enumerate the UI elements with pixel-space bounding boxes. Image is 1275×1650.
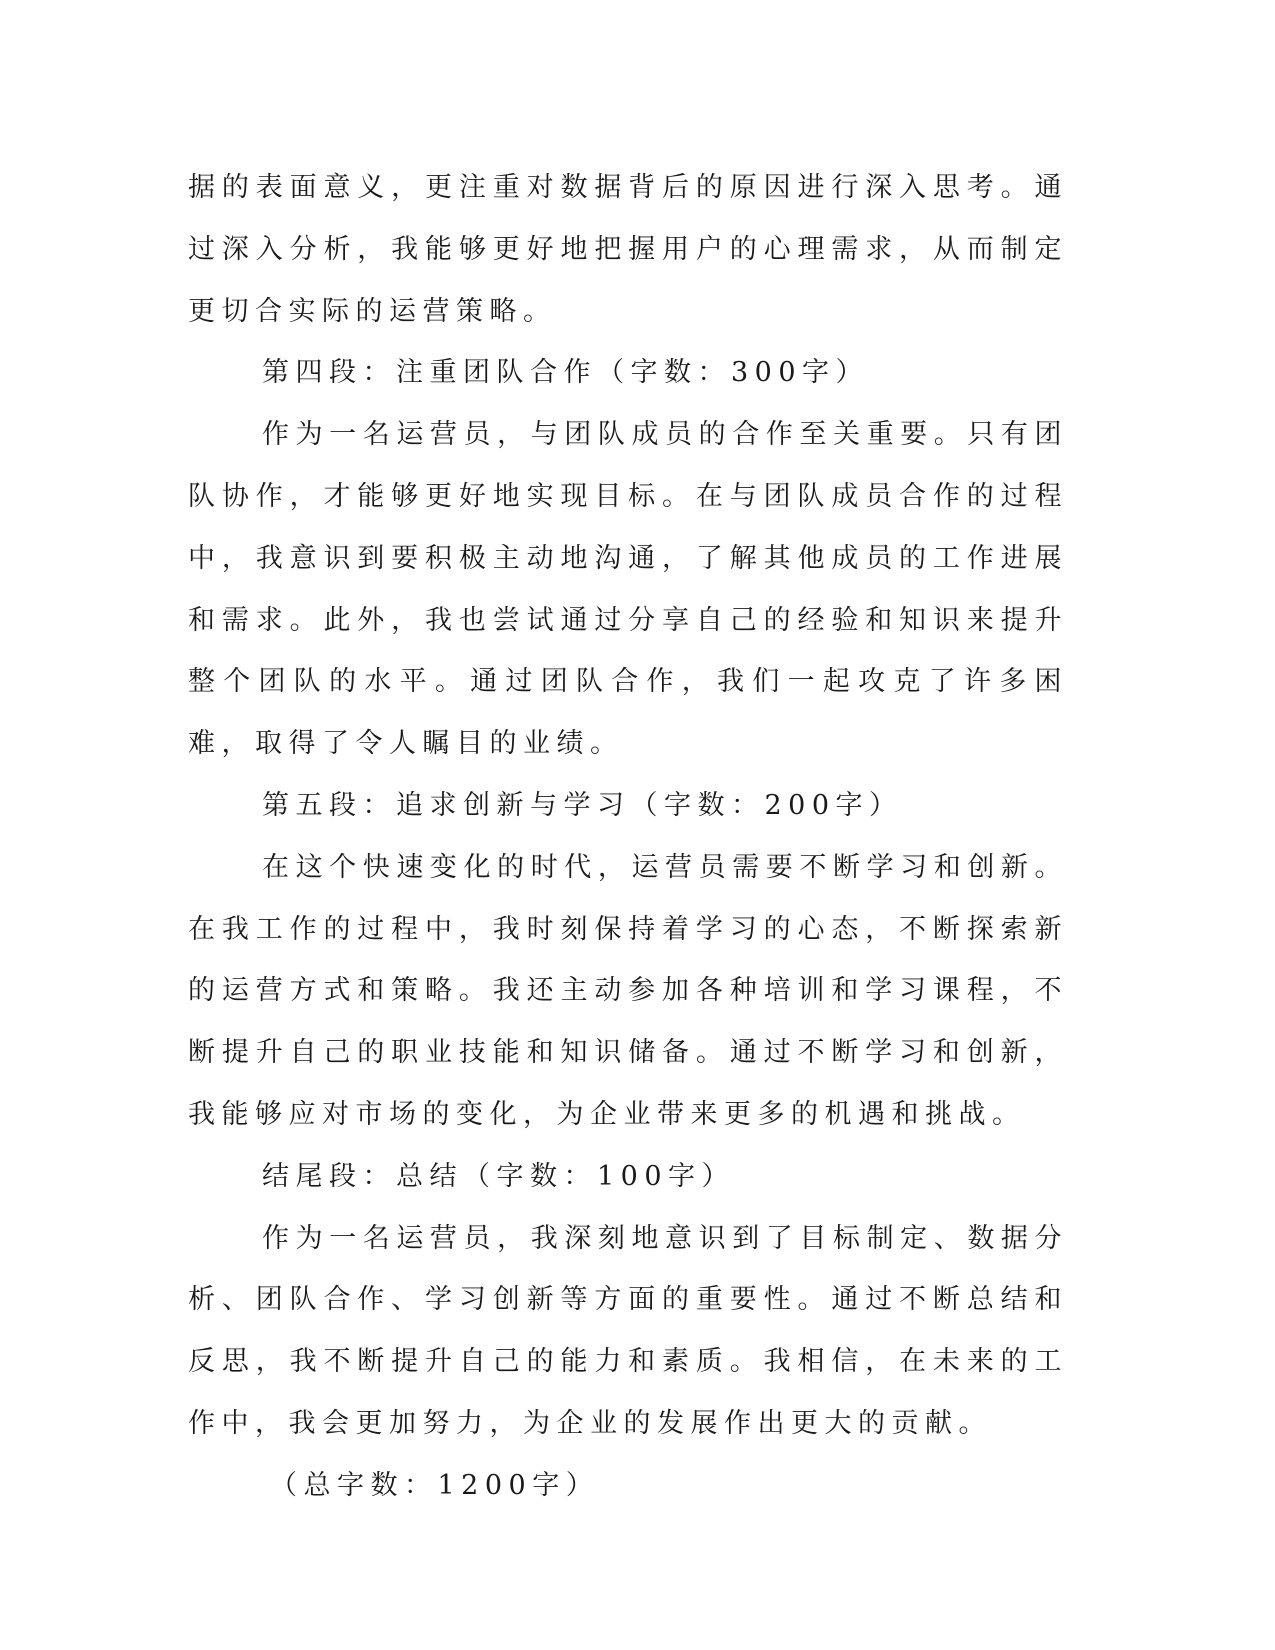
paragraph-teamwork: 作为一名运营员，与团队成员的合作至关重要。只有团队协作，才能够更好地实现目标。在与团队成员合作的过程中，我意识到要积极主动地沟通，了解其他成员的工作进展和需求。此外，我也尝试通过分享自己的经验和知识来提升整个团队的水平。通过团队合作，我们一起攻克了许多困难，取得了令人瞩目的业绩。 [188,419,1068,760]
paragraph-innovation: 在这个快速变化的时代，运营员需要不断学习和创新。在我工作的过程中，我时刻保持着学习的心态，不断探索新的运营方式和策略。我还主动参加各种培训和学习课程，不断提升自己的职业技能和知识储备。通过不断学习和创新，我能够应对市场的变化，为企业带来更多的机遇和挑战。 [188,851,1068,1130]
section-heading-4: 第四段：注重团队合作（字数：300字） [262,357,870,389]
document-body [188,157,1068,1517]
paragraph-continuation: 据的表面意义，更注重对数据背后的原因进行深入思考。通过深入分析，我能够更好地把握用户的心理需求，从而制定更切合实际的运营策略。 [188,172,1068,327]
section-heading-conclusion: 结尾段：总结（字数：100字） [262,1160,736,1192]
total-word-count: （总字数：1200字） [270,1469,600,1501]
section-heading-5: 第五段：追求创新与学习（字数：200字） [262,789,903,821]
paragraph-summary: 作为一名运营员，我深刻地意识到了目标制定、数据分析、团队合作、学习创新等方面的重要性。通过不断总结和反思，我不断提升自己的能力和素质。我相信，在未来的工作中，我会更加努力，为企业的发展作出更大的贡献。 [188,1222,1068,1439]
